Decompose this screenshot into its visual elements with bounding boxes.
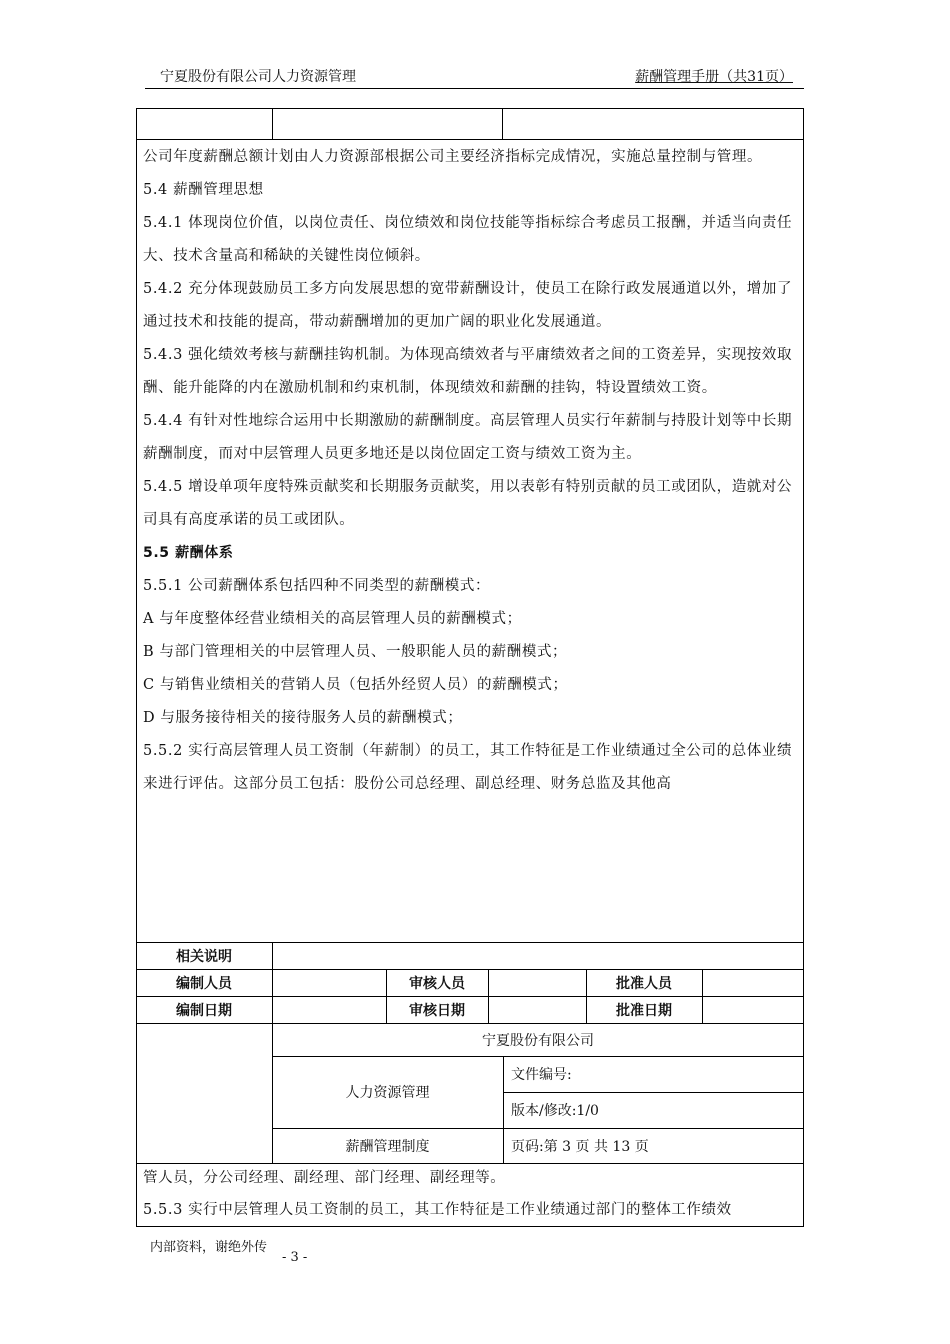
reviewed-by-label: 审核人员 xyxy=(409,975,465,992)
paragraph: 5.4.2 充分体现鼓励员工多方向发展思想的宽带薪酬设计，使员工在除行政发展通道以外，增加了通过技术和技能的提高，带动薪酬增加的更加广阔的职业化发展通道。 xyxy=(143,281,793,330)
paragraph: 5.5.2 实行高层管理人员工资制（年薪制）的员工，其工作特征是工作业绩通过全公司的总体业绩来进行评估。这部分员工包括：股份公司总经理、副总经理、财务总监及其他高 xyxy=(143,743,793,792)
company-name: 宁夏股份有限公司 xyxy=(482,1032,594,1049)
approval-col-line-3 xyxy=(488,969,489,1024)
page-number: - 3 - xyxy=(282,1250,308,1265)
paragraph: 5.4.3 强化绩效考核与薪酬挂钩机制。为体现高绩效者与平庸绩效者之间的工资差异，实现按效取酬、能升能降的内在激励机制和约束机制，体现绩效和薪酬的挂钩，特设置绩效工资。 xyxy=(143,347,793,396)
section-heading-5-5: 5.5 薪酬体系 xyxy=(143,545,234,561)
top-empty-row xyxy=(136,108,804,140)
body-content xyxy=(143,141,799,801)
compiled-by-label: 编制人员 xyxy=(176,975,232,992)
department-name: 人力资源管理 xyxy=(345,1085,430,1101)
paragraph: 5.5.1 公司薪酬体系包括四种不同类型的薪酬模式： xyxy=(143,578,491,594)
header-rule xyxy=(145,88,804,89)
paragraph: 5.4.1 体现岗位价值，以岗位责任、岗位绩效和岗位技能等指标综合考虑员工报酬，并适当向责任大、技术含量高和稀缺的关键性岗位倾斜。 xyxy=(143,215,793,264)
file-number: 文件编号: xyxy=(511,1067,572,1083)
compiled-date-label: 编制日期 xyxy=(176,1002,232,1019)
paragraph: 5.4.4 有针对性地综合运用中长期激励的薪酬制度。高层管理人员实行年薪制与持股计划等中长期薪酬制度，而对中层管理人员更多地还是以岗位固定工资与绩效工资为主。 xyxy=(143,413,793,462)
approval-col-line-5 xyxy=(702,969,703,1024)
related-notes-label: 相关说明 xyxy=(176,948,232,965)
approved-by-label: 批准人员 xyxy=(616,975,672,992)
approved-date-label: 批准日期 xyxy=(616,1002,672,1019)
continuation-content xyxy=(143,1162,799,1226)
reviewed-date-label: 审核日期 xyxy=(409,1002,465,1019)
version-info: 版本/修改:1/0 xyxy=(511,1103,599,1119)
top-row-divider-1 xyxy=(272,108,273,140)
list-item: D 与服务接待相关的接待服务人员的薪酬模式； xyxy=(143,710,463,726)
top-row-divider-2 xyxy=(502,108,503,140)
paragraph: 管人员，分公司经理、副经理、部门经理、副经理等。 xyxy=(143,1170,506,1186)
list-item: C 与销售业绩相关的营销人员（包括外经贸人员）的薪酬模式； xyxy=(143,677,568,693)
header-left-title: 宁夏股份有限公司人力资源管理 xyxy=(160,69,356,85)
paragraph: 5.5.3 实行中层管理人员工资制的员工，其工作特征是工作业绩通过部门的整体工作绩效 xyxy=(143,1202,732,1218)
section-heading-5-4: 5.4 薪酬管理思想 xyxy=(143,182,264,198)
footer-note: 内部资料，谢绝外传 xyxy=(150,1240,268,1255)
document-title: 薪酬管理制度 xyxy=(345,1139,430,1155)
list-item: B 与部门管理相关的中层管理人员、一般职能人员的薪酬模式； xyxy=(143,644,568,660)
list-item: A 与年度整体经营业绩相关的高层管理人员的薪酬模式； xyxy=(143,611,522,627)
approval-col-line-1 xyxy=(272,942,273,1024)
paragraph: 5.4.5 增设单项年度特殊贡献奖和长期服务贡献奖，用以表彰有特别贡献的员工或团队，造就对公司具有高度承诺的员工或团队。 xyxy=(143,479,793,528)
header-right-title: 薪酬管理手册（共31页） xyxy=(635,69,793,85)
paragraph: 公司年度薪酬总额计划由人力资源部根据公司主要经济指标完成情况，实施总量控制与管理。 xyxy=(143,149,763,165)
page-info: 页码:第 3 页 共 13 页 xyxy=(511,1139,649,1155)
